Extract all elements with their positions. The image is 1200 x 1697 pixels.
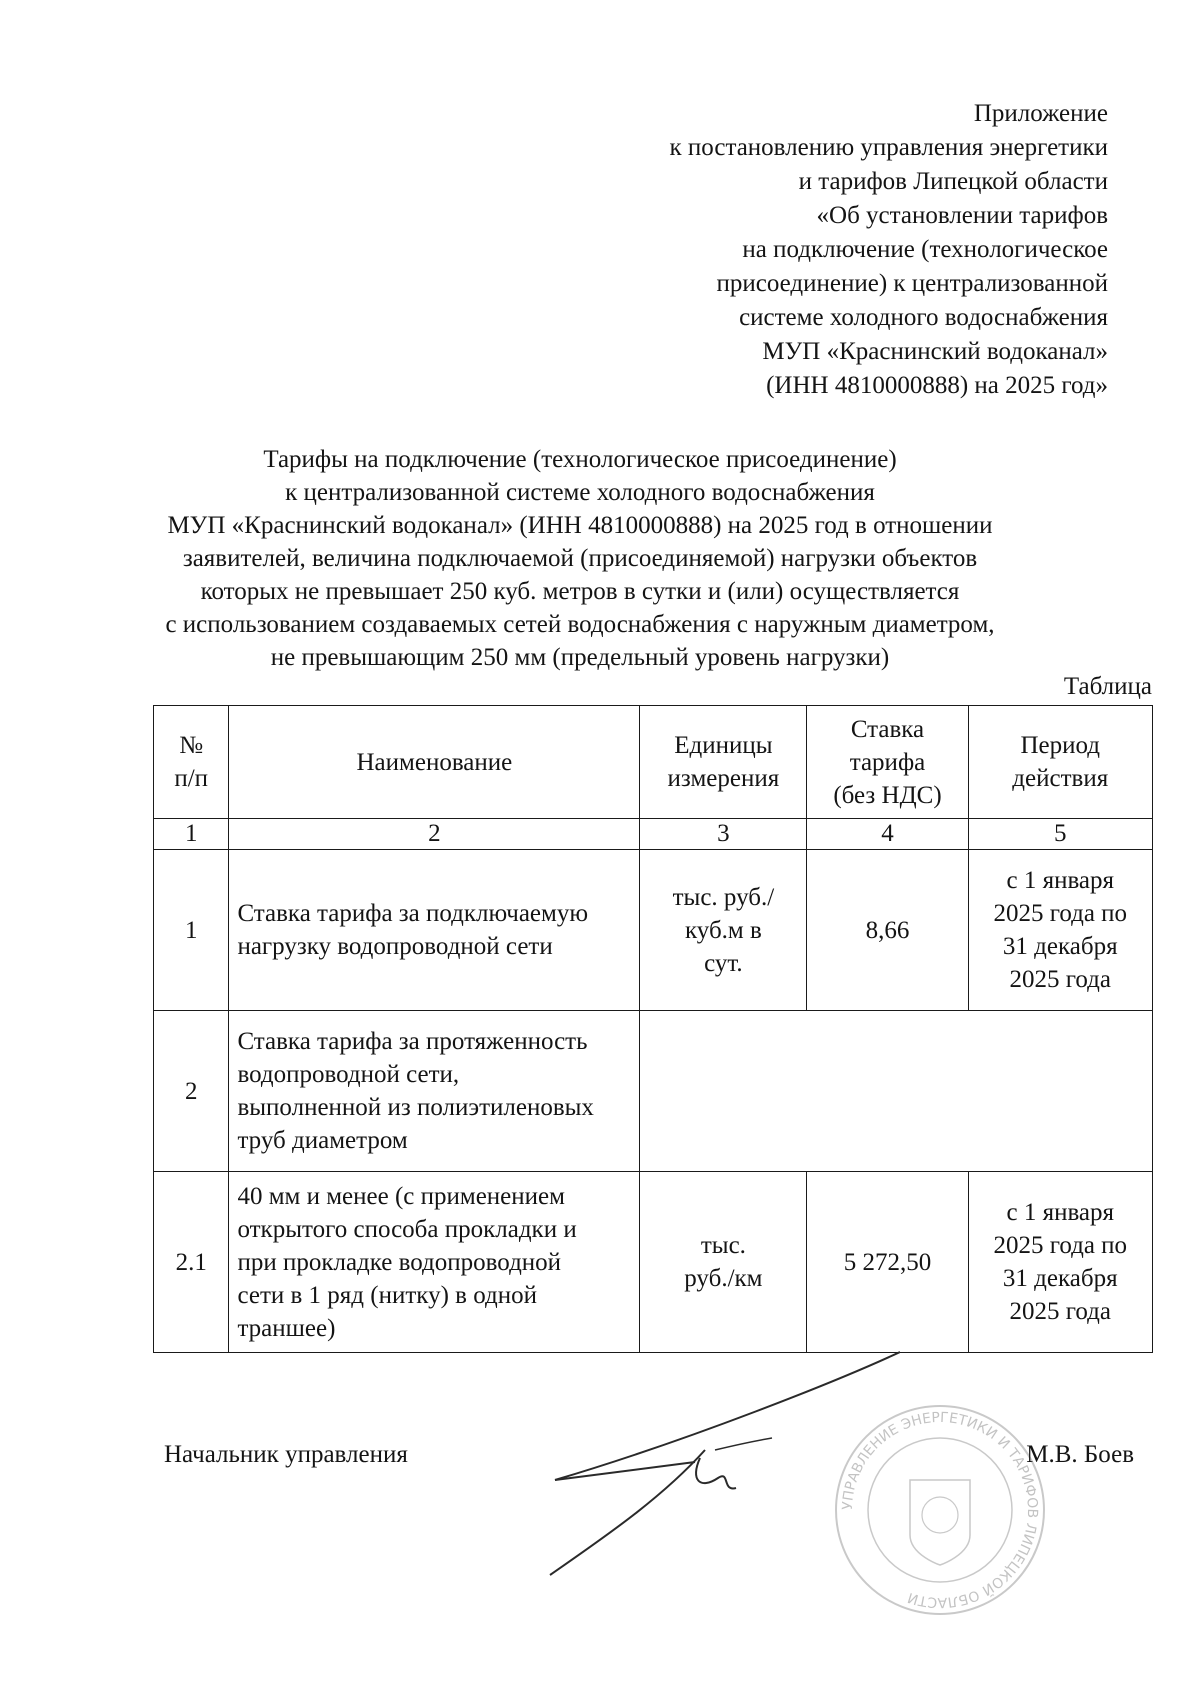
row-period-line: 2025 года bbox=[1009, 966, 1111, 993]
appendix-line: и тарифов Липецкой области bbox=[798, 168, 1108, 195]
table-row bbox=[154, 1011, 1153, 1172]
header-units-line: Единицы bbox=[674, 732, 773, 759]
row-name-line: сети в 1 ряд (нитку) в одной bbox=[237, 1281, 537, 1309]
row-num: 2.1 bbox=[154, 1172, 229, 1353]
header-rate-line: Ставка bbox=[850, 715, 925, 743]
row-name-line: нагрузку водопроводной сети bbox=[237, 933, 553, 960]
appendix-line: присоединение) к централизованной bbox=[716, 270, 1108, 297]
document-title bbox=[140, 443, 1020, 674]
row-num: 1 bbox=[154, 850, 229, 1011]
row-units-line: тыс. руб./ bbox=[672, 883, 775, 911]
tariff-table bbox=[153, 705, 1153, 1353]
stamp-text: УПРАВЛЕНИЕ ЭНЕРГЕТИКИ И ТАРИФОВ ЛИПЕЦКОЙ ОБЛАСТИ bbox=[839, 1409, 1041, 1611]
row-name-line: выполненной из полиэтиленовых bbox=[237, 1094, 594, 1121]
table-row bbox=[154, 850, 1153, 1011]
header-rate bbox=[807, 706, 968, 819]
title-line: МУП «Краснинский водоканал» (ИНН 4810000888) на 2025 год в отношении bbox=[167, 512, 993, 539]
row-name bbox=[229, 1011, 640, 1172]
signatory-name: М.В. Боев bbox=[1026, 1441, 1134, 1468]
signatory-position: Начальник управления bbox=[164, 1441, 408, 1468]
appendix-line: (ИНН 4810000888) на 2025 год» bbox=[766, 372, 1108, 399]
title-line: которых не превышает 250 куб. метров в сутки и (или) осуществляется bbox=[200, 578, 960, 605]
row-name-line: 40 мм и менее (с применением bbox=[237, 1182, 565, 1210]
header-rate-line: (без НДС) bbox=[833, 781, 942, 809]
appendix-line: на подключение (технологическое bbox=[742, 236, 1108, 263]
row-units-line: куб.м в bbox=[684, 916, 762, 944]
row-units-line: руб./км bbox=[684, 1265, 763, 1292]
table-label: Таблица bbox=[1063, 673, 1152, 700]
row-rate: 5 272,50 bbox=[807, 1172, 968, 1353]
title-line: к централизованной системе холодного водоснабжения bbox=[285, 479, 875, 506]
row-name-line: траншее) bbox=[237, 1314, 336, 1342]
column-number: 5 bbox=[968, 819, 1152, 850]
appendix-line: Приложение bbox=[973, 100, 1108, 127]
column-number: 4 bbox=[807, 819, 968, 850]
header-units-line: измерения bbox=[667, 765, 780, 792]
column-number: 1 bbox=[154, 819, 229, 850]
header-name: Наименование bbox=[229, 706, 640, 819]
title-line: с использованием создаваемых сетей водоснабжения с наружным диаметром, bbox=[165, 611, 995, 638]
row-name-line: труб диаметром bbox=[237, 1127, 408, 1154]
column-number: 2 bbox=[229, 819, 640, 850]
row-period bbox=[968, 1172, 1152, 1353]
row-period-line: с 1 января bbox=[1006, 867, 1115, 894]
row-period-line: 2025 года bbox=[1009, 1298, 1111, 1325]
title-line: не превышающим 250 мм (предельный уровень нагрузки) bbox=[270, 644, 890, 671]
appendix-line: системе холодного водоснабжения bbox=[739, 304, 1108, 331]
appendix-reference bbox=[468, 97, 1108, 403]
row-units-line: сут. bbox=[704, 949, 743, 977]
appendix-line: МУП «Краснинский водоканал» bbox=[762, 338, 1108, 365]
column-number-row bbox=[154, 819, 1153, 850]
row-period-line: 31 декабря bbox=[1002, 1265, 1118, 1292]
header-period bbox=[968, 706, 1152, 819]
title-line: заявителей, величина подключаемой (присоединяемой) нагрузки объектов bbox=[182, 545, 978, 572]
appendix-line: к постановлению управления энергетики bbox=[669, 134, 1108, 161]
row-period-line: с 1 января bbox=[1006, 1199, 1115, 1226]
row-merged-empty bbox=[640, 1011, 1153, 1172]
header-period-line: действия bbox=[1012, 765, 1109, 792]
header-num-line: п/п bbox=[174, 765, 209, 792]
row-rate: 8,66 bbox=[807, 850, 968, 1011]
row-name-line: водопроводной сети, bbox=[237, 1061, 460, 1088]
header-units bbox=[640, 706, 807, 819]
row-name-line: открытого способа прокладки и bbox=[237, 1215, 577, 1243]
header-rate-line: тарифа bbox=[849, 748, 926, 776]
title-line: Тарифы на подключение (технологическое присоединение) bbox=[263, 446, 897, 473]
row-name-line: Ставка тарифа за протяженность bbox=[237, 1028, 588, 1055]
column-number: 3 bbox=[640, 819, 807, 850]
row-name bbox=[229, 1172, 640, 1353]
svg-text:УПРАВЛЕНИЕ ЭНЕРГЕТИКИ И ТАРИФО bbox=[840, 1410, 1040, 1610]
row-period-line: 2025 года по bbox=[993, 900, 1128, 927]
row-units bbox=[640, 1172, 807, 1353]
row-units bbox=[640, 850, 807, 1011]
official-stamp bbox=[830, 1400, 1050, 1620]
row-units-line: тыс. bbox=[700, 1232, 746, 1259]
row-period-line: 2025 года по bbox=[993, 1232, 1128, 1259]
row-num: 2 bbox=[154, 1011, 229, 1172]
row-name bbox=[229, 850, 640, 1011]
row-period bbox=[968, 850, 1152, 1011]
table-header-row bbox=[154, 706, 1153, 819]
row-period-line: 31 декабря bbox=[1002, 933, 1118, 960]
row-name-line: при прокладке водопроводной bbox=[237, 1248, 562, 1276]
table-row bbox=[154, 1172, 1153, 1353]
header-num bbox=[154, 706, 229, 819]
row-name-line: Ставка тарифа за подключаемую bbox=[237, 900, 589, 927]
header-period-line: Период bbox=[1020, 732, 1101, 759]
appendix-line: «Об установлении тарифов bbox=[816, 202, 1108, 229]
header-num-line: № bbox=[179, 732, 204, 759]
